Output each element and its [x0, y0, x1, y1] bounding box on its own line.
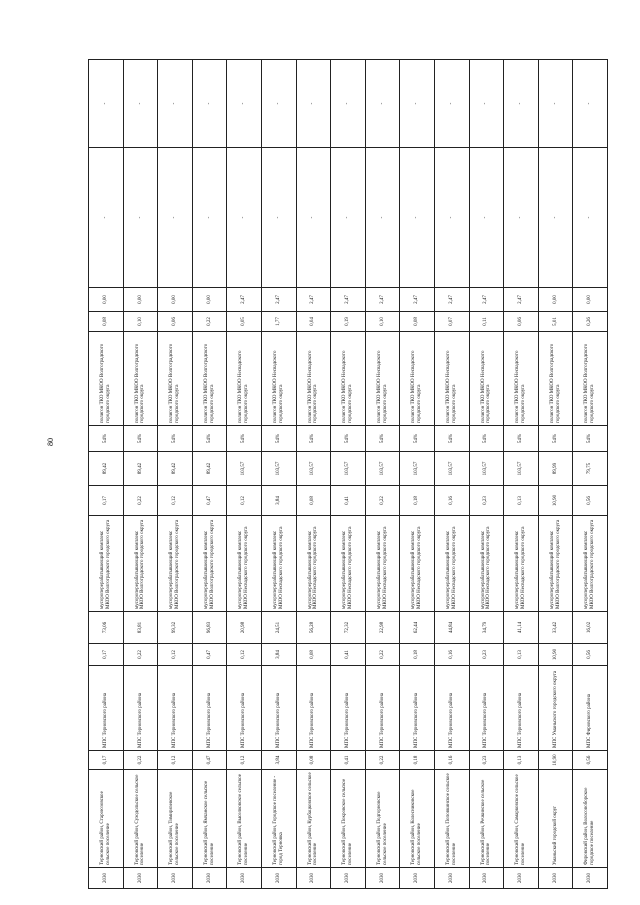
table-row	[331, 60, 366, 889]
cell-volume-transfer: 0,08	[296, 644, 331, 666]
cell-year: 2030	[365, 868, 400, 889]
cell-extra-2: -	[469, 60, 504, 148]
cell-transfer-station: МПС Терновского района	[192, 666, 227, 751]
cell-volume-landfill: 0,19	[331, 312, 366, 332]
cell-volume-transfer: 0,23	[469, 644, 504, 666]
cell-year: 2030	[573, 868, 608, 889]
cell-extra-1: -	[573, 148, 608, 288]
cell-volume-transfer: 0,47	[192, 644, 227, 666]
table-row	[192, 60, 227, 889]
cell-distance-landfill: 2,47	[434, 288, 469, 312]
cell-extra-1: -	[331, 148, 366, 288]
cell-extra-1: -	[434, 148, 469, 288]
table-row	[365, 60, 400, 889]
cell-distance-transfer: 99,32	[158, 612, 193, 644]
cell-distance-processing: 103,57	[365, 452, 400, 486]
cell-transfer-station: МПС Терновского района	[227, 666, 262, 751]
waste-flow-table	[88, 59, 608, 889]
cell-transfer-station: МПС Терновского района	[158, 666, 193, 751]
cell-locality: Уманьский городской округ	[538, 770, 573, 868]
cell-year: 2030	[296, 868, 331, 889]
cell-distance-processing: 103,57	[296, 452, 331, 486]
cell-processing-facility: мусороперерабатывающий комплекс МКОО Несвадского городского округа	[227, 516, 262, 612]
cell-processing-share: 54%	[89, 426, 124, 452]
cell-volume-processing: 0,12	[158, 486, 193, 516]
cell-extra-2: -	[296, 60, 331, 148]
cell-year: 2030	[89, 868, 124, 889]
cell-volume-processing: 0,22	[365, 486, 400, 516]
table-body	[89, 60, 608, 889]
cell-processing-facility: мусороперерабатывающий комплекс МКОО Несвадского городского округа	[365, 516, 400, 612]
cell-processing-share: 54%	[192, 426, 227, 452]
cell-distance-landfill: 0,00	[89, 288, 124, 312]
cell-distance-processing: 103,57	[469, 452, 504, 486]
table-row	[261, 60, 296, 889]
cell-distance-landfill: 2,47	[227, 288, 262, 312]
cell-distance-processing: 103,57	[434, 452, 469, 486]
cell-volume-processing: 0,23	[469, 486, 504, 516]
cell-year: 2030	[538, 868, 573, 889]
cell-volume-processing: 0,12	[227, 486, 262, 516]
cell-locality: Терновский район, Покровское сельское поселение	[331, 770, 366, 868]
cell-volume-source: 3,84	[261, 751, 296, 770]
cell-transfer-station: МПС Терновского района	[331, 666, 366, 751]
cell-volume-landfill: 0,08	[400, 312, 435, 332]
cell-distance-processing: 103,57	[331, 452, 366, 486]
cell-distance-processing: 103,57	[400, 452, 435, 486]
cell-landfill: полигон ТКО МКОО Волгоградского городского округа	[158, 332, 193, 426]
cell-extra-1: -	[261, 148, 296, 288]
cell-landfill: полигон ТКО МКОО Несвадского городского округа	[227, 332, 262, 426]
cell-processing-facility: мусороперерабатывающий комплекс МКОО Несвадского городского округа	[469, 516, 504, 612]
cell-extra-2: -	[434, 60, 469, 148]
cell-processing-facility: мусороперерабатывающий комплекс МКОО Волгоградского городского округа	[123, 516, 158, 612]
cell-distance-landfill: 2,47	[400, 288, 435, 312]
cell-volume-landfill: 0,04	[296, 312, 331, 332]
cell-transfer-station: МПС Терновского района	[296, 666, 331, 751]
rotated-table-container	[88, 60, 608, 889]
cell-transfer-station: МПС Уманьского городского округа	[538, 666, 573, 751]
cell-volume-source: 0,47	[192, 751, 227, 770]
cell-processing-facility: мусороперерабатывающий комплекс МКОО Волгоградского городского округа	[158, 516, 193, 612]
cell-processing-share: 54%	[158, 426, 193, 452]
cell-extra-1: -	[296, 148, 331, 288]
cell-volume-processing: 10,90	[538, 486, 573, 516]
cell-distance-transfer: 62,44	[400, 612, 435, 644]
cell-extra-1: -	[192, 148, 227, 288]
cell-distance-transfer: 72,32	[331, 612, 366, 644]
cell-volume-processing: 0,17	[89, 486, 124, 516]
cell-locality: Терновский район, Староюзовское сельское поселение	[89, 770, 124, 868]
cell-volume-transfer: 0,18	[400, 644, 435, 666]
cell-landfill: полигон ТКО МКОО Несвадского городского округа	[434, 332, 469, 426]
cell-transfer-station: МПС Терновского района	[123, 666, 158, 751]
cell-volume-processing: 0,41	[331, 486, 366, 516]
cell-processing-facility: мусороперерабатывающий комплекс МКОО Несвадского городского округа	[331, 516, 366, 612]
cell-processing-share: 54%	[400, 426, 435, 452]
cell-volume-landfill: 0,05	[227, 312, 262, 332]
cell-volume-processing: 0,47	[192, 486, 227, 516]
cell-volume-processing: 3,84	[261, 486, 296, 516]
cell-year: 2030	[192, 868, 227, 889]
cell-extra-1: -	[158, 148, 193, 288]
cell-year: 2030	[434, 868, 469, 889]
cell-distance-processing: 89,42	[192, 452, 227, 486]
cell-distance-landfill: 2,47	[296, 288, 331, 312]
cell-landfill: полигон ТКО МКОО Несвадского городского округа	[400, 332, 435, 426]
cell-volume-landfill: 0,11	[469, 312, 504, 332]
cell-processing-facility: мусороперерабатывающий комплекс МКОО Несвадского городского округа	[400, 516, 435, 612]
cell-processing-facility: мусороперерабатывающий комплекс МКОО Несвадского городского округа	[261, 516, 296, 612]
cell-transfer-station: МПС Терновского района	[434, 666, 469, 751]
cell-distance-landfill: 2,47	[261, 288, 296, 312]
cell-distance-landfill: 0,00	[538, 288, 573, 312]
cell-volume-transfer: 0,41	[331, 644, 366, 666]
cell-locality: Фировский район, Волосовоборское городское поселение	[573, 770, 608, 868]
cell-extra-2: -	[158, 60, 193, 148]
cell-distance-transfer: 96,83	[192, 612, 227, 644]
cell-volume-transfer: 0,22	[123, 644, 158, 666]
cell-volume-transfer: 0,56	[573, 644, 608, 666]
table-row	[469, 60, 504, 889]
cell-locality: Терновский район, Самарковское сельское поселение	[504, 770, 539, 868]
cell-locality: Терновский район, Курбацковское сельское поселение	[296, 770, 331, 868]
cell-volume-landfill: 0,26	[573, 312, 608, 332]
cell-processing-facility: мусороперерабатывающий комплекс МКОО Несвадского городского округа	[296, 516, 331, 612]
cell-volume-processing: 0,08	[296, 486, 331, 516]
table-row	[158, 60, 193, 889]
cell-distance-landfill: 0,00	[573, 288, 608, 312]
cell-locality: Терновский район, Подгорновское сельское поселение	[365, 770, 400, 868]
cell-year: 2030	[400, 868, 435, 889]
cell-landfill: полигон ТКО МКОО Несвадского городского округа	[365, 332, 400, 426]
cell-transfer-station: МПС Терновского района	[365, 666, 400, 751]
cell-volume-transfer: 3,84	[261, 644, 296, 666]
cell-volume-source: 10,90	[538, 751, 573, 770]
cell-volume-source: 0,56	[573, 751, 608, 770]
cell-distance-processing: 89,42	[158, 452, 193, 486]
cell-processing-share: 54%	[469, 426, 504, 452]
table-row	[400, 60, 435, 889]
cell-processing-share: 54%	[365, 426, 400, 452]
cell-extra-1: -	[400, 148, 435, 288]
cell-year: 2030	[469, 868, 504, 889]
cell-transfer-station: МПС Терновского района	[261, 666, 296, 751]
cell-volume-processing: 0,56	[573, 486, 608, 516]
cell-extra-1: -	[227, 148, 262, 288]
cell-volume-source: 0,12	[227, 751, 262, 770]
cell-volume-transfer: 0,17	[89, 644, 124, 666]
cell-distance-transfer: 56,28	[296, 612, 331, 644]
cell-processing-share: 54%	[331, 426, 366, 452]
cell-extra-1: -	[538, 148, 573, 288]
cell-year: 2030	[158, 868, 193, 889]
cell-extra-1: -	[365, 148, 400, 288]
cell-distance-landfill: 0,00	[158, 288, 193, 312]
cell-landfill: полигон ТКО МКОО Волгоградского городского округа	[573, 332, 608, 426]
cell-locality: Терновский район, Колесниковское сельское поселение	[400, 770, 435, 868]
cell-locality: Терновский район, Поповкинское сельское поселение	[434, 770, 469, 868]
cell-extra-2: -	[123, 60, 158, 148]
cell-extra-1: -	[469, 148, 504, 288]
cell-volume-landfill: 0,08	[89, 312, 124, 332]
cell-distance-transfer: 44,84	[434, 612, 469, 644]
cell-volume-landfill: 0,06	[158, 312, 193, 332]
cell-processing-share: 54%	[123, 426, 158, 452]
cell-distance-transfer: 20,98	[227, 612, 262, 644]
cell-processing-facility: мусороперерабатывающий комплекс МКОО Волгоградского городского округа	[538, 516, 573, 612]
cell-transfer-station: МПС Терновского района	[504, 666, 539, 751]
cell-volume-source: 0,41	[331, 751, 366, 770]
cell-extra-2: -	[504, 60, 539, 148]
cell-extra-2: -	[89, 60, 124, 148]
cell-volume-landfill: 5,01	[538, 312, 573, 332]
cell-volume-landfill: 0,06	[504, 312, 539, 332]
cell-volume-source: 0,12	[158, 751, 193, 770]
cell-distance-processing: 89,42	[89, 452, 124, 486]
cell-volume-source: 0,22	[123, 751, 158, 770]
cell-extra-2: -	[573, 60, 608, 148]
cell-processing-share: 54%	[261, 426, 296, 452]
cell-landfill: полигон ТКО МКОО Несвадского городского округа	[504, 332, 539, 426]
cell-volume-landfill: 0,07	[434, 312, 469, 332]
cell-volume-landfill: 0,10	[123, 312, 158, 332]
cell-distance-processing: 103,57	[227, 452, 262, 486]
cell-year: 2030	[123, 868, 158, 889]
cell-distance-landfill: 2,47	[331, 288, 366, 312]
cell-volume-landfill: 1,77	[261, 312, 296, 332]
cell-year: 2030	[331, 868, 366, 889]
cell-processing-share: 54%	[538, 426, 573, 452]
cell-distance-transfer: 41,14	[504, 612, 539, 644]
cell-distance-transfer: 34,79	[469, 612, 504, 644]
cell-distance-transfer: 83,81	[123, 612, 158, 644]
cell-volume-processing: 0,16	[434, 486, 469, 516]
cell-volume-source: 0,23	[469, 751, 504, 770]
cell-processing-facility: мусороперерабатывающий комплекс МКОО Волгоградского городского округа	[573, 516, 608, 612]
cell-extra-2: -	[192, 60, 227, 148]
table-row	[573, 60, 608, 889]
cell-processing-share: 54%	[227, 426, 262, 452]
cell-volume-source: 0,17	[89, 751, 124, 770]
cell-volume-landfill: 0,22	[192, 312, 227, 332]
cell-distance-processing: 89,42	[123, 452, 158, 486]
cell-distance-landfill: 2,47	[365, 288, 400, 312]
table-row	[434, 60, 469, 889]
cell-processing-share: 54%	[434, 426, 469, 452]
cell-landfill: полигон ТКО МКОО Несвадского городского округа	[261, 332, 296, 426]
cell-distance-landfill: 0,00	[192, 288, 227, 312]
cell-volume-processing: 0,22	[123, 486, 158, 516]
cell-volume-source: 0,18	[400, 751, 435, 770]
table-row	[89, 60, 124, 889]
table-row	[538, 60, 573, 889]
cell-processing-share: 54%	[504, 426, 539, 452]
cell-volume-transfer: 0,13	[504, 644, 539, 666]
cell-extra-1: -	[89, 148, 124, 288]
cell-volume-transfer: 0,16	[434, 644, 469, 666]
cell-locality: Терновский район, Городское поселение - город Терновка	[261, 770, 296, 868]
cell-volume-processing: 0,13	[504, 486, 539, 516]
cell-extra-1: -	[504, 148, 539, 288]
cell-volume-transfer: 10,90	[538, 644, 573, 666]
cell-locality: Терновский район, Тимирязевское сельское поселение	[158, 770, 193, 868]
cell-transfer-station: МПС Терновского района	[400, 666, 435, 751]
cell-landfill: полигон ТКО МКОО Волгоградского городского округа	[89, 332, 124, 426]
cell-landfill: полигон ТКО МКОО Волгоградского городского округа	[538, 332, 573, 426]
cell-extra-2: -	[538, 60, 573, 148]
cell-year: 2030	[227, 868, 262, 889]
cell-volume-transfer: 0,12	[227, 644, 262, 666]
cell-processing-share: 54%	[296, 426, 331, 452]
cell-volume-processing: 0,18	[400, 486, 435, 516]
cell-distance-transfer: 73,06	[89, 612, 124, 644]
cell-processing-facility: мусороперерабатывающий комплекс МКОО Волгоградского городского округа	[192, 516, 227, 612]
cell-transfer-station: МПС Терновского района	[89, 666, 124, 751]
cell-distance-processing: 103,57	[261, 452, 296, 486]
cell-distance-landfill: 2,47	[469, 288, 504, 312]
cell-distance-transfer: 33,42	[538, 612, 573, 644]
cell-landfill: полигон ТКО МКОО Несвадского городского округа	[331, 332, 366, 426]
cell-extra-2: -	[261, 60, 296, 148]
cell-distance-transfer: 24,51	[261, 612, 296, 644]
cell-landfill: полигон ТКО МКОО Несвадского городского округа	[469, 332, 504, 426]
table-row	[227, 60, 262, 889]
cell-landfill: полигон ТКО МКОО Несвадского городского округа	[296, 332, 331, 426]
table-row	[296, 60, 331, 889]
cell-processing-share: 54%	[573, 426, 608, 452]
cell-year: 2030	[261, 868, 296, 889]
cell-distance-processing: 103,57	[504, 452, 539, 486]
cell-distance-landfill: 0,00	[123, 288, 158, 312]
cell-distance-landfill: 2,47	[504, 288, 539, 312]
cell-locality: Терновский район, Речкинское сельское поселение	[469, 770, 504, 868]
cell-volume-source: 0,13	[504, 751, 539, 770]
cell-processing-facility: мусороперерабатывающий комплекс МКОО Волгоградского городского округа	[89, 516, 124, 612]
cell-processing-facility: мусороперерабатывающий комплекс МКОО Несвадского городского округа	[504, 516, 539, 612]
page-number: 80	[46, 438, 55, 446]
cell-volume-landfill: 0,10	[365, 312, 400, 332]
cell-volume-source: 0,08	[296, 751, 331, 770]
cell-distance-processing: 79,75	[573, 452, 608, 486]
cell-extra-2: -	[331, 60, 366, 148]
cell-processing-facility: мусороперерабатывающий комплекс МКОО Несвадского городского округа	[434, 516, 469, 612]
cell-landfill: полигон ТКО МКОО Волгоградского городского округа	[123, 332, 158, 426]
cell-distance-transfer: 22,98	[365, 612, 400, 644]
cell-distance-transfer: 16,02	[573, 612, 608, 644]
cell-landfill: полигон ТКО МКОО Волгоградского городского округа	[192, 332, 227, 426]
cell-volume-transfer: 0,12	[158, 644, 193, 666]
cell-locality: Терновский район, Суходольское сельское поселение	[123, 770, 158, 868]
cell-extra-1: -	[123, 148, 158, 288]
cell-distance-processing: 89,99	[538, 452, 573, 486]
cell-extra-2: -	[400, 60, 435, 148]
table-row	[123, 60, 158, 889]
cell-locality: Терновский район, Выселковское сельское поселение	[227, 770, 262, 868]
cell-volume-source: 0,22	[365, 751, 400, 770]
cell-volume-source: 0,16	[434, 751, 469, 770]
cell-extra-2: -	[227, 60, 262, 148]
cell-extra-2: -	[365, 60, 400, 148]
cell-transfer-station: МПС Фировского района	[573, 666, 608, 751]
cell-volume-transfer: 0,22	[365, 644, 400, 666]
table-row	[504, 60, 539, 889]
cell-locality: Терновский район, Ямчанское сельское поселение	[192, 770, 227, 868]
cell-year: 2030	[504, 868, 539, 889]
cell-transfer-station: МПС Терновского района	[469, 666, 504, 751]
